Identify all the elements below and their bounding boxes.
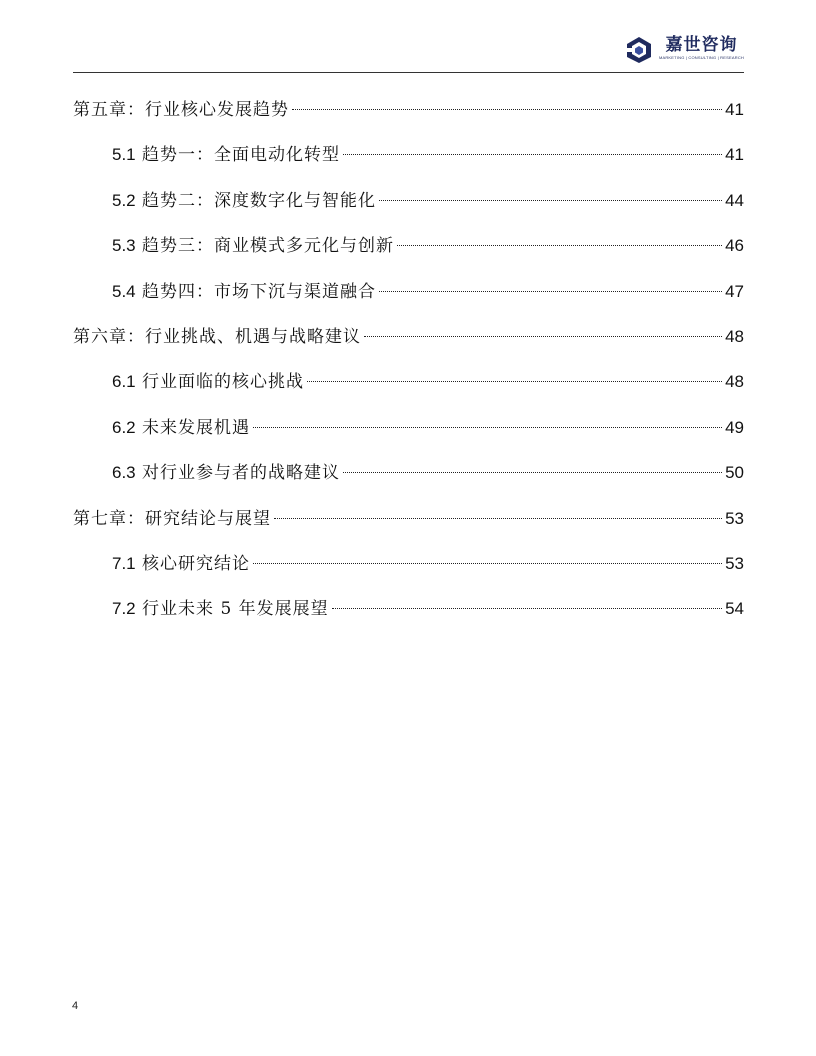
toc-entry-number: 6.2	[112, 418, 136, 437]
toc-entry-number: 5.3	[112, 236, 136, 255]
company-logo	[624, 36, 744, 66]
toc-entry-title	[73, 507, 271, 531]
toc-entry-title	[112, 461, 340, 485]
toc-entry-title	[112, 416, 250, 440]
toc-entry-text: 行业面临的核心挑战	[135, 372, 305, 392]
toc-entry[interactable]	[112, 416, 744, 440]
toc-entry-page: 50	[725, 463, 744, 482]
toc-entry-title	[73, 98, 289, 122]
toc-entry-number: 7.2	[112, 599, 136, 618]
toc-leader-dots	[332, 608, 722, 609]
logo-tagline: MARKETING | CONSULTING | RESEARCH	[658, 55, 744, 60]
toc-entry-text: 趋势一：全面电动化转型	[135, 145, 341, 165]
toc-entry-text: 趋势二：深度数字化与智能化	[135, 191, 377, 211]
toc-entry[interactable]	[73, 98, 744, 122]
toc-entry[interactable]	[73, 325, 744, 349]
toc-entry-text: 行业未来 5 年发展展望	[135, 599, 329, 619]
toc-entry-page: 53	[725, 509, 744, 528]
toc-entry-page: 41	[725, 100, 744, 119]
toc-entry-title	[73, 325, 361, 349]
toc-entry-page: 54	[725, 599, 744, 618]
toc-leader-dots	[379, 200, 722, 201]
toc-entry-page: 49	[725, 418, 744, 437]
toc-entry-page: 53	[725, 554, 744, 573]
toc-leader-dots	[379, 291, 722, 292]
logo-name: 嘉世咨询	[665, 35, 738, 55]
toc-entry-title	[112, 552, 250, 576]
logo-mark-icon	[624, 36, 654, 64]
toc-entry-text: 趋势四：市场下沉与渠道融合	[135, 282, 377, 302]
toc-entry-title	[112, 280, 376, 304]
toc-entry-page: 47	[725, 282, 744, 301]
toc-leader-dots	[292, 109, 722, 110]
toc-entry-title	[112, 234, 394, 258]
toc-entry-page: 48	[725, 327, 744, 346]
toc-entry-page: 41	[725, 145, 744, 164]
toc-entry-text: 第七章：研究结论与展望	[73, 509, 271, 529]
toc-entry[interactable]	[73, 507, 744, 531]
toc-entry[interactable]	[112, 552, 744, 576]
toc-entry-title	[112, 597, 329, 621]
toc-entry-text: 第五章：行业核心发展趋势	[73, 100, 289, 120]
toc-entry-title	[112, 370, 304, 394]
page-header	[73, 32, 744, 73]
toc-entry[interactable]	[112, 280, 744, 304]
toc-leader-dots	[397, 245, 722, 246]
toc-entry-title	[112, 143, 340, 167]
toc-entry-number: 7.1	[112, 554, 136, 573]
toc-entry-title	[112, 189, 376, 213]
toc-entry[interactable]	[112, 597, 744, 621]
toc-leader-dots	[343, 154, 722, 155]
toc-leader-dots	[274, 518, 722, 519]
toc-entry-number: 5.4	[112, 282, 136, 301]
toc-entry-number: 6.1	[112, 372, 136, 391]
toc-entry[interactable]	[112, 370, 744, 394]
toc-leader-dots	[307, 381, 722, 382]
toc-leader-dots	[364, 336, 722, 337]
toc-leader-dots	[253, 427, 722, 428]
toc-entry-number: 5.1	[112, 145, 136, 164]
toc-entry-number: 5.2	[112, 191, 136, 210]
toc-entry-page: 46	[725, 236, 744, 255]
toc-entry-number: 6.3	[112, 463, 136, 482]
toc-leader-dots	[253, 563, 722, 564]
toc-entry-text: 对行业参与者的战略建议	[135, 463, 341, 483]
toc-entry[interactable]	[112, 189, 744, 213]
toc-entry-page: 44	[725, 191, 744, 210]
toc-entry[interactable]	[112, 461, 744, 485]
toc-entry-text: 未来发展机遇	[135, 418, 251, 438]
toc-entry-text: 第六章：行业挑战、机遇与战略建议	[73, 327, 361, 347]
toc-entry-text: 趋势三：商业模式多元化与创新	[135, 236, 395, 256]
toc-entry[interactable]	[112, 234, 744, 258]
toc-entry[interactable]	[112, 143, 744, 167]
page-number: 4	[72, 1000, 79, 1012]
toc-entry-page: 48	[725, 372, 744, 391]
toc-leader-dots	[343, 472, 722, 473]
toc-entry-text: 核心研究结论	[135, 554, 251, 574]
